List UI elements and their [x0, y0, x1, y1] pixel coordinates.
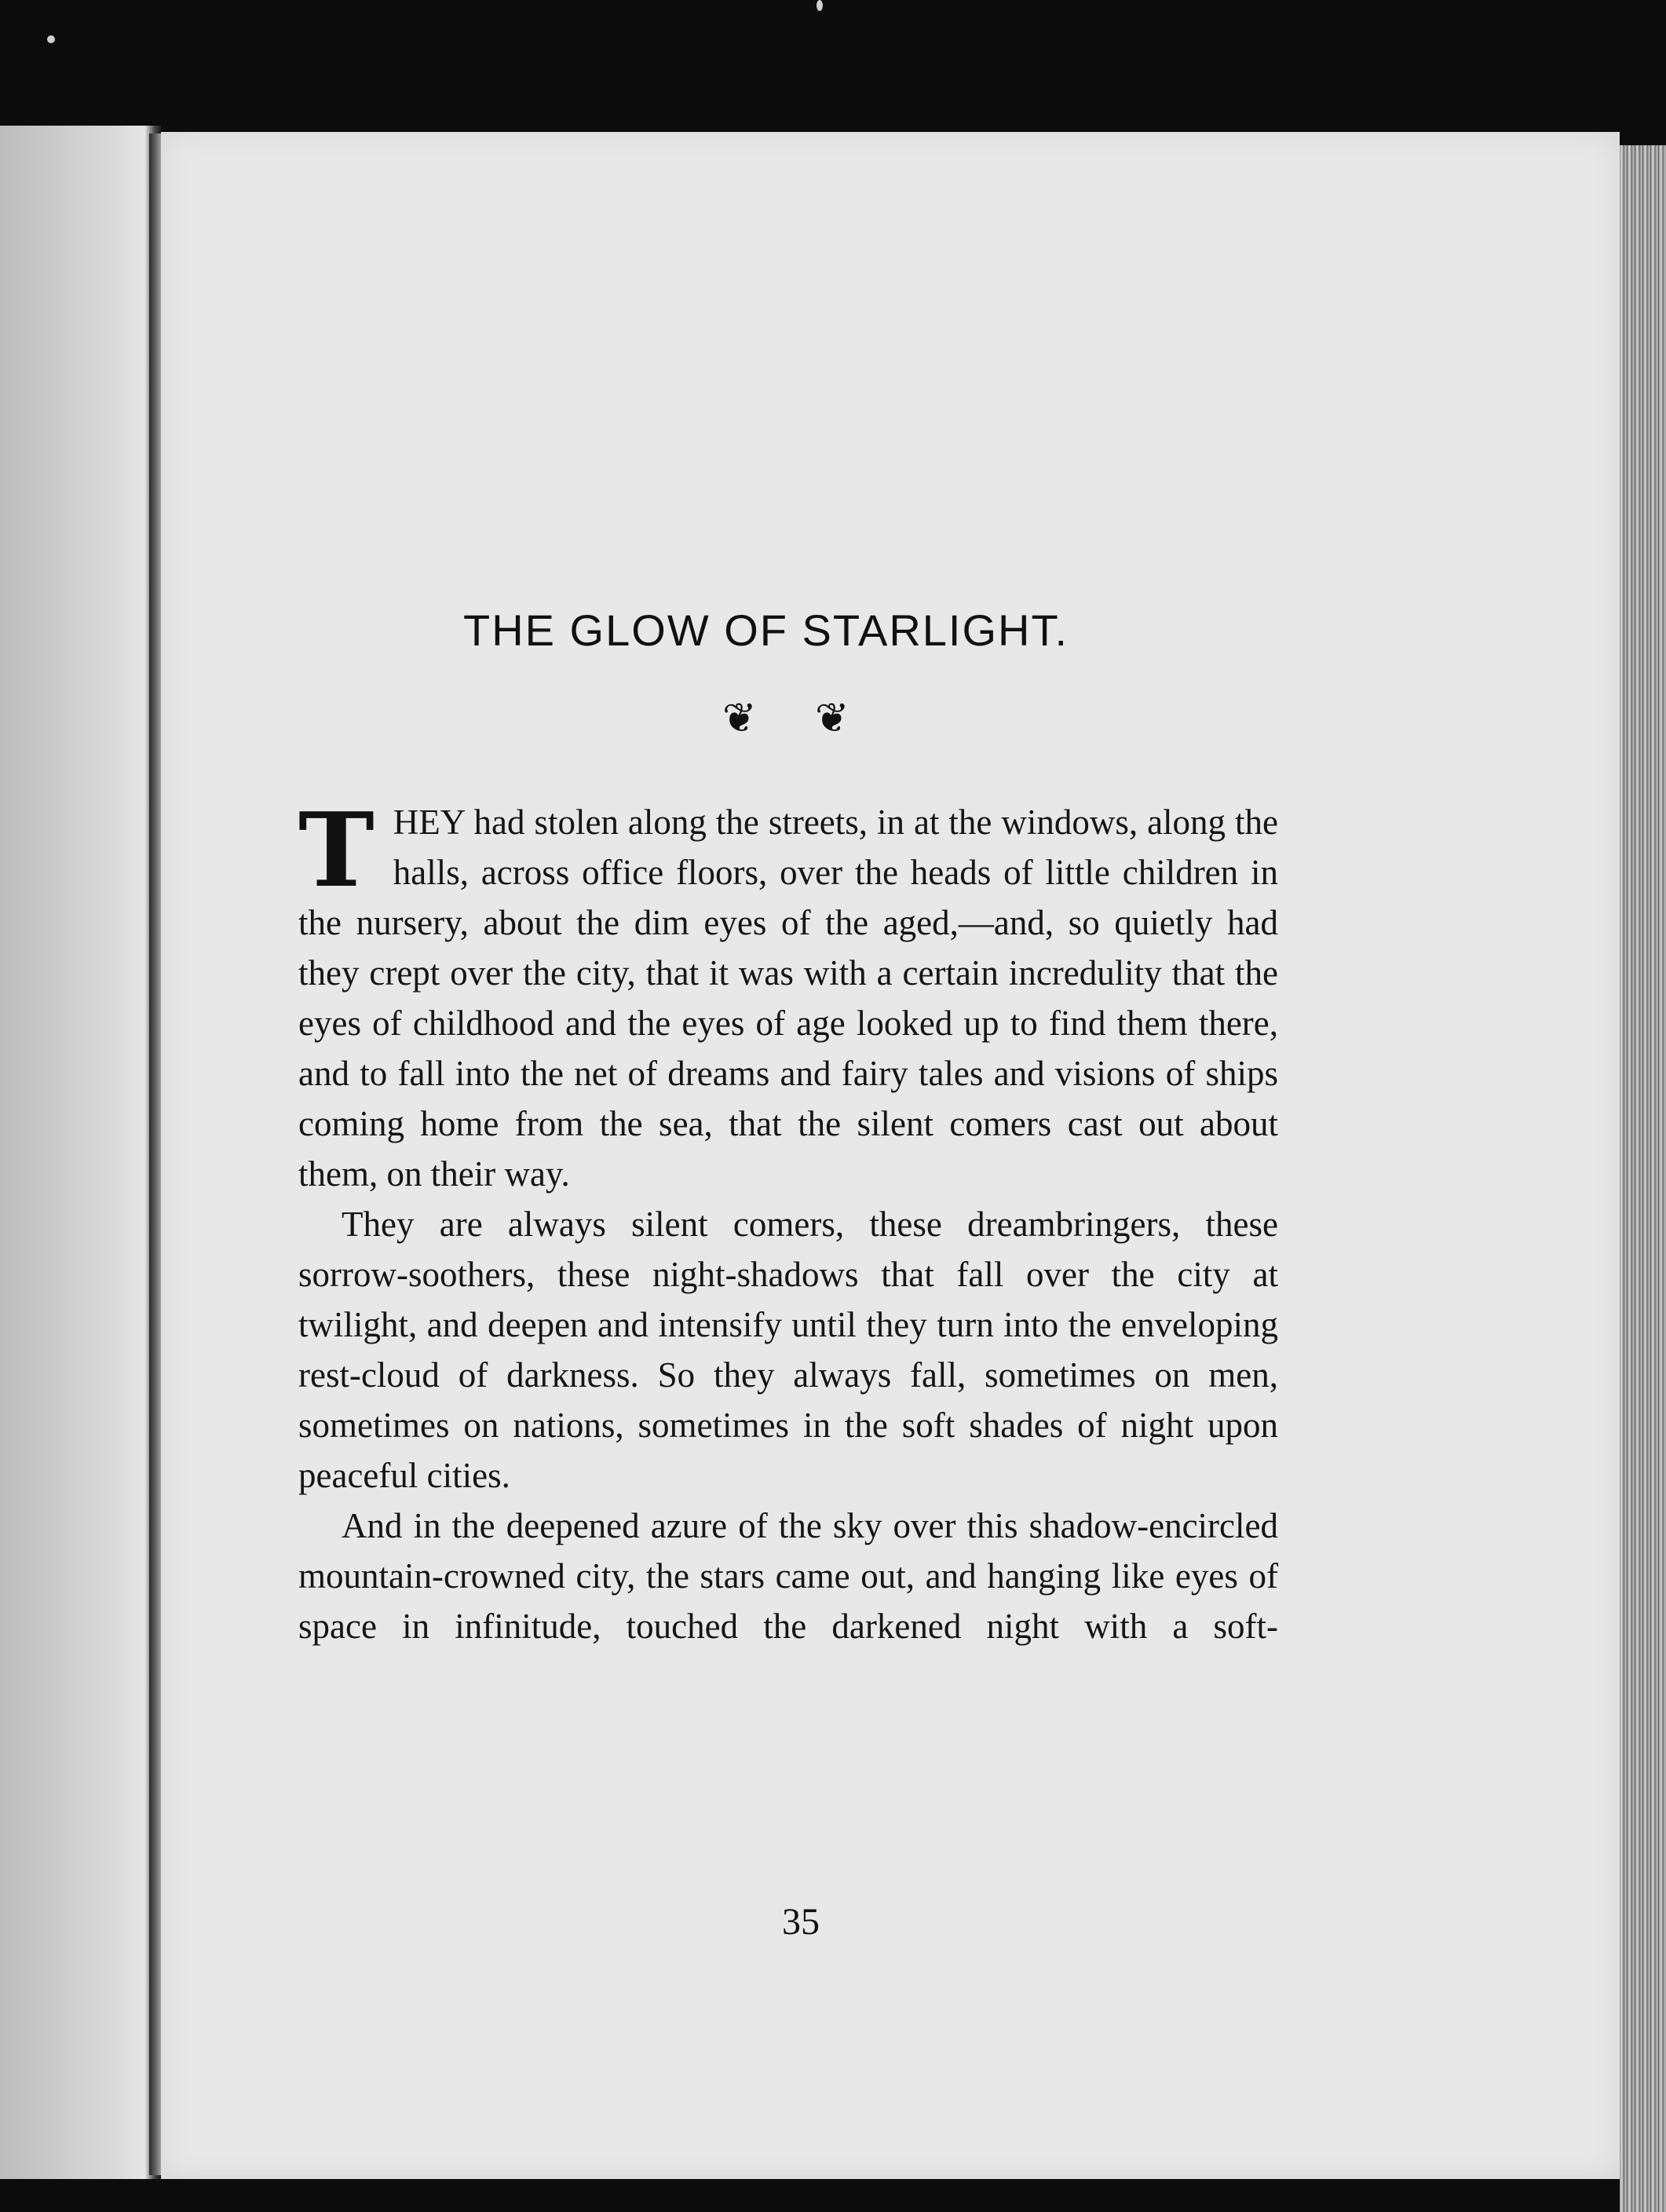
right-page-stack [1620, 145, 1666, 2212]
chapter-title: THE GLOW OF STARLIGHT. [463, 605, 1069, 655]
left-page-edge [0, 126, 161, 2179]
scan-speck [47, 35, 55, 43]
fleuron-ornament-icon: ❦ [815, 695, 849, 742]
ornament-row [722, 691, 879, 746]
page-number: 35 [782, 1901, 820, 1943]
scan-speck [817, 0, 823, 11]
drop-cap: T [298, 790, 374, 910]
fleuron-ornament-icon: ❦ [722, 695, 757, 742]
paragraph: And in the deepened azure of the sky over this shadow-encircled mountain-crowned city, the stars came out, and hanging like eyes of space in infinitude, touched the darkened night with a soft- [298, 1506, 1278, 1646]
paragraph-text: HEY had stolen along the streets, in at the windows, along the halls, across office floors, over the heads of little children in the nursery, about the dim eyes of the aged,—and, so quietly had they crept over the city, that it was with a certain incredulity that the eyes of childhood and the eyes of age looked up to find them there, and to fall into the net of dreams and fairy tales and visions of ships coming home from the sea, that the silent comers cast out about them, on their way. [298, 803, 1278, 1194]
paragraph: They are always silent comers, these dreambringers, these sorrow-soothers, these night-shadows that fall over the city at twilight, and deepen and intensify until they turn into the enveloping rest-cloud of darkness. So they always fall, sometimes on men, sometimes on nations, sometimes in the soft shades of night upon peaceful cities. [298, 1205, 1278, 1495]
body-text [298, 790, 1278, 1651]
paragraph [298, 790, 1278, 1199]
